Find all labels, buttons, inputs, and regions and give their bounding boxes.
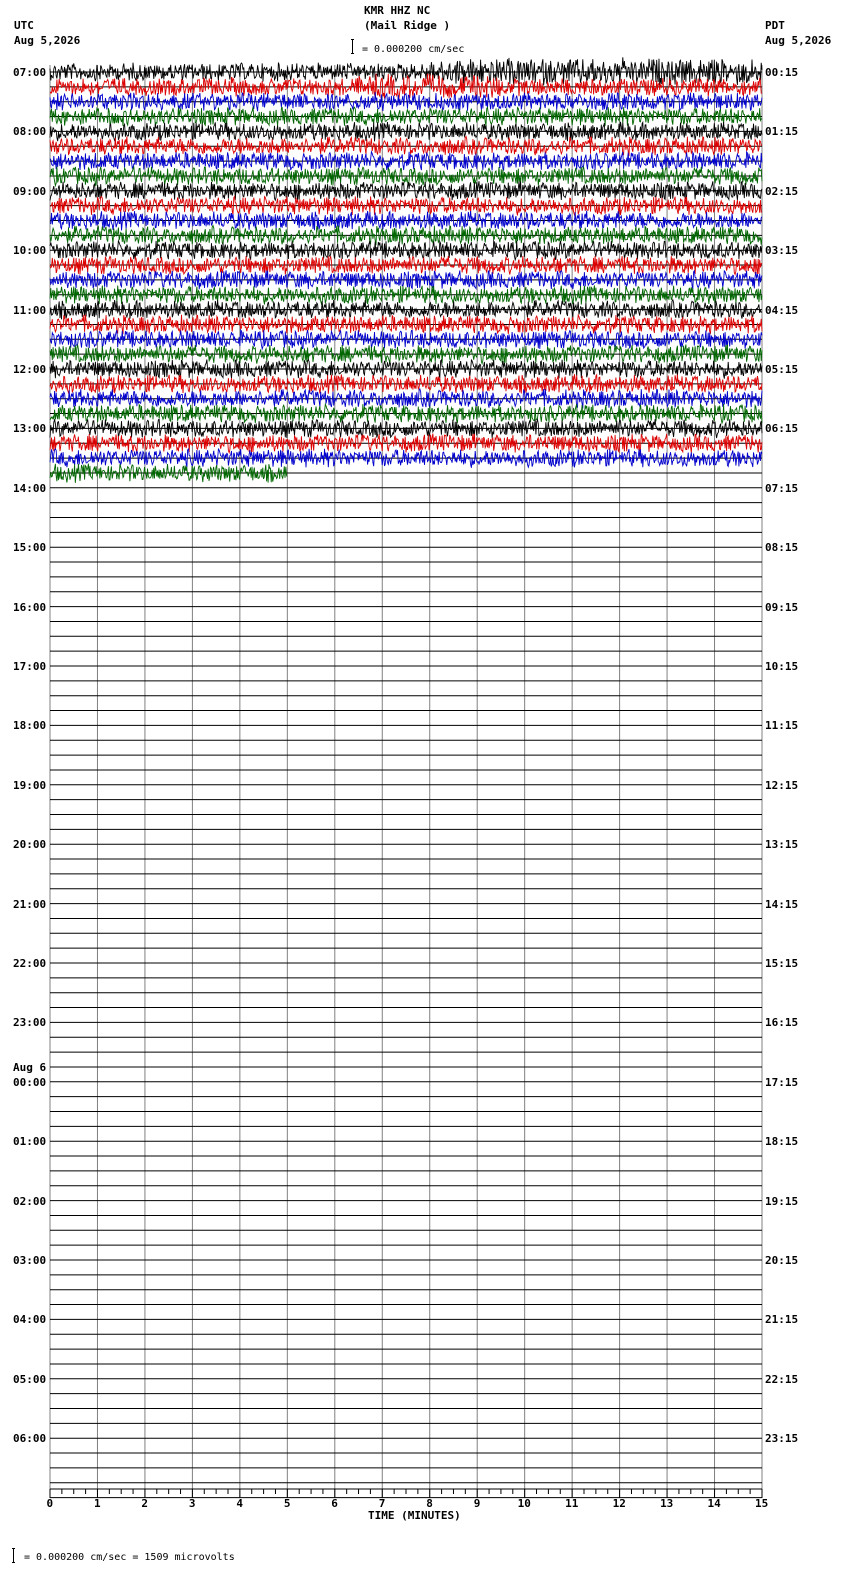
x-tick-label-4: 4	[236, 1497, 243, 1510]
right-timezone: PDT	[765, 19, 785, 32]
site-title: (Mail Ridge )	[364, 19, 451, 32]
left-timezone: UTC	[14, 19, 34, 32]
scale-bar-icon	[351, 39, 354, 54]
pdt-hour-label-14: 14:15	[765, 897, 799, 911]
utc-hour-label-4: 11:00	[13, 303, 47, 317]
trace-line-9	[50, 196, 762, 215]
pdt-hour-label-15: 15:15	[765, 957, 799, 970]
pdt-hour-label-21: 21:15	[765, 1313, 799, 1327]
pdt-hour-label-22: 22:15	[765, 1372, 799, 1386]
pdt-hour-label-1: 01:15	[765, 125, 799, 139]
utc-hour-label-2: 09:00	[13, 184, 47, 198]
pdt-hour-label-5: 05:15	[765, 363, 799, 376]
pdt-hour-label-6: 06:15	[765, 422, 799, 436]
utc-hour-label-10: 17:00	[13, 660, 47, 673]
pdt-hour-label-13: 13:15	[765, 838, 799, 852]
pdt-hour-label-20: 20:15	[765, 1254, 799, 1267]
utc-hour-label-1: 08:00	[13, 125, 47, 139]
pdt-hour-label-7: 07:15	[765, 481, 799, 495]
x-tick-label-5: 5	[283, 1497, 291, 1510]
utc-hour-label-13: 20:00	[13, 838, 47, 852]
utc-hour-label-14: 21:00	[13, 897, 47, 911]
utc-hour-label-16: 23:00	[13, 1016, 47, 1030]
utc-hour-label-3: 10:00	[13, 244, 47, 258]
pdt-hour-label-18: 18:15	[765, 1135, 799, 1149]
x-tick-label-8: 8	[426, 1497, 433, 1510]
trace-line-0	[50, 57, 762, 85]
pdt-hour-label-11: 11:15	[765, 719, 799, 733]
date-change-label: Aug 6	[13, 1060, 47, 1074]
right-date: Aug 5,2026	[765, 34, 832, 47]
pdt-hour-label-0: 00:15	[765, 66, 799, 79]
utc-hour-label-8: 15:00	[13, 541, 47, 555]
utc-hour-label-22: 05:00	[13, 1372, 47, 1386]
utc-hour-label-17: 00:00	[13, 1075, 47, 1089]
pdt-hour-label-16: 16:15	[765, 1016, 799, 1030]
utc-hour-label-5: 12:00	[13, 363, 47, 376]
utc-hour-label-18: 01:00	[13, 1135, 47, 1149]
station-title: KMR HHZ NC	[364, 4, 431, 17]
utc-hour-label-23: 06:00	[13, 1432, 47, 1446]
x-tick-label-10: 10	[517, 1497, 531, 1510]
footer-scale-note: = 0.000200 cm/sec = 1509 microvolts	[24, 1552, 235, 1563]
utc-hour-label-0: 07:00	[13, 66, 47, 79]
utc-hour-label-9: 16:00	[13, 600, 47, 614]
seismic-traces	[50, 57, 762, 483]
x-tick-label-14: 14	[707, 1497, 721, 1510]
pdt-hour-label-8: 08:15	[765, 541, 799, 555]
left-date: Aug 5,2026	[14, 34, 81, 47]
pdt-hour-label-4: 04:15	[765, 303, 799, 317]
pdt-hour-label-12: 12:15	[765, 778, 799, 792]
x-tick-label-3: 3	[188, 1497, 196, 1510]
x-tick-label-2: 2	[141, 1497, 149, 1510]
utc-hour-label-21: 04:00	[13, 1313, 47, 1327]
x-axis-label: TIME (MINUTES)	[368, 1509, 461, 1522]
x-tick-label-1: 1	[93, 1497, 101, 1510]
pdt-hour-label-10: 10:15	[765, 660, 799, 673]
x-tick-label-15: 15	[755, 1497, 769, 1510]
pdt-hour-label-3: 03:15	[765, 244, 799, 258]
utc-hour-label-19: 02:00	[13, 1194, 47, 1208]
pdt-hour-label-9: 09:15	[765, 600, 799, 614]
x-tick-label-9: 9	[473, 1497, 481, 1510]
x-tick-label-6: 6	[331, 1497, 338, 1510]
footer-scale-icon	[12, 1548, 15, 1563]
x-tick-label-11: 11	[565, 1497, 579, 1510]
utc-hour-label-6: 13:00	[13, 422, 47, 436]
pdt-hour-label-17: 17:15	[765, 1075, 799, 1089]
utc-hour-label-15: 22:00	[13, 957, 47, 970]
x-tick-label-12: 12	[612, 1497, 626, 1510]
x-tick-label-13: 13	[660, 1497, 674, 1510]
utc-hour-label-12: 19:00	[13, 778, 47, 792]
time-axis	[50, 1489, 762, 1498]
pdt-hour-label-2: 02:15	[765, 184, 799, 198]
x-tick-label-0: 0	[46, 1497, 54, 1510]
utc-hour-label-11: 18:00	[13, 719, 47, 733]
utc-hour-label-7: 14:00	[13, 481, 47, 495]
plot-grid	[50, 65, 762, 1498]
pdt-hour-label-23: 23:15	[765, 1432, 799, 1446]
utc-hour-label-20: 03:00	[13, 1254, 47, 1267]
x-tick-label-7: 7	[378, 1497, 386, 1510]
pdt-hour-label-19: 19:15	[765, 1194, 799, 1208]
trace-line-21	[50, 374, 762, 394]
scale-label: = 0.000200 cm/sec	[362, 44, 465, 55]
